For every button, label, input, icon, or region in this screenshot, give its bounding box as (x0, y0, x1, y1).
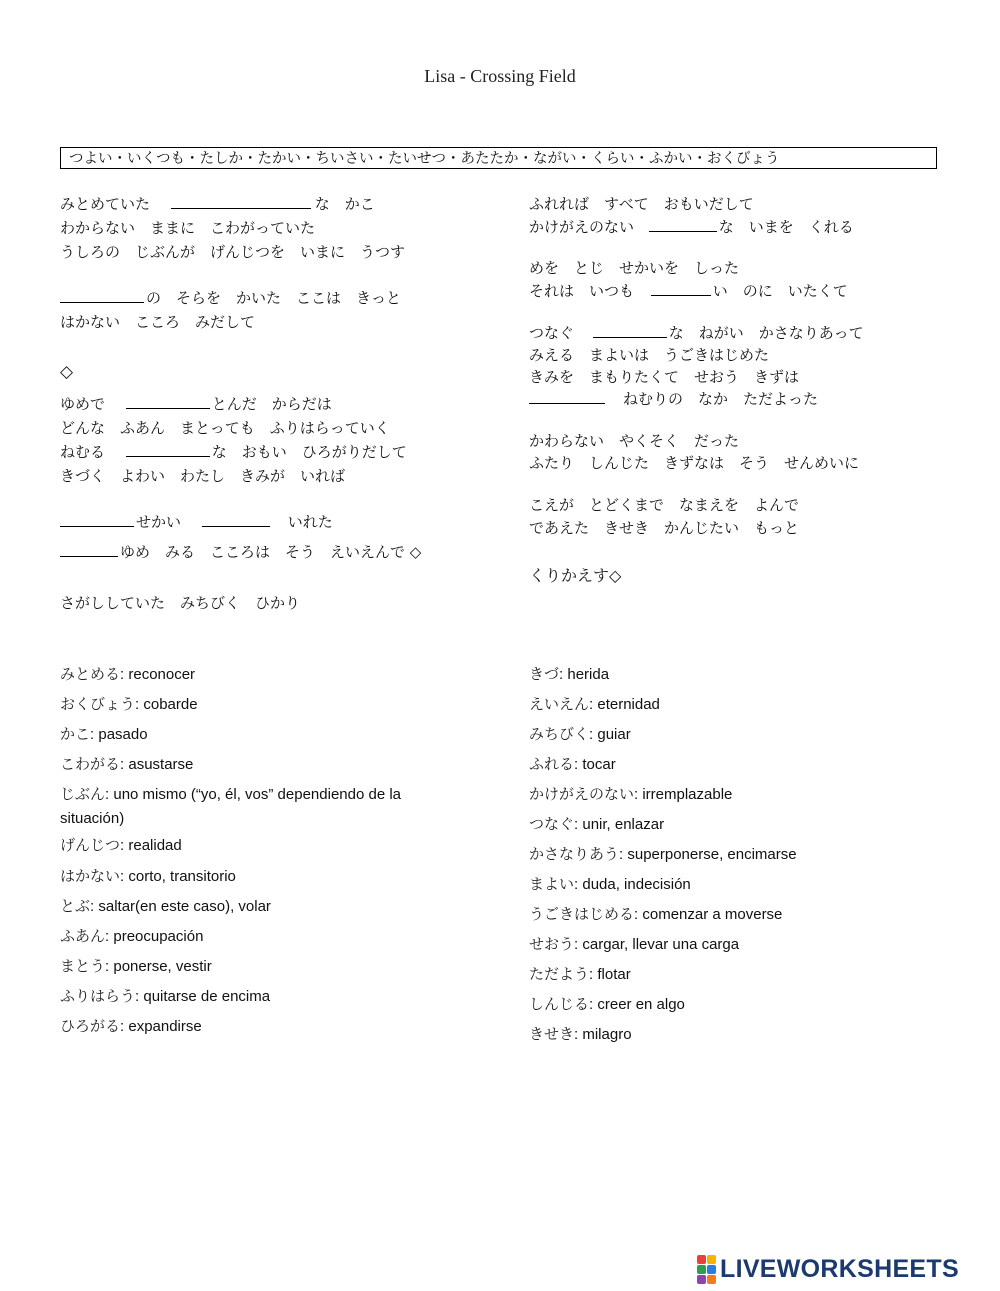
glossary-entry: まよい: duda, indecisión (529, 875, 691, 893)
lyric-line: つなぐ な ねがい かさなりあって (529, 324, 864, 342)
answer-blank[interactable] (126, 442, 210, 457)
glossary-entry: ひろがる: expandirse (60, 1017, 202, 1035)
answer-blank[interactable] (60, 542, 118, 557)
glossary-entry: ふあん: preocupación (60, 927, 204, 945)
lyric-line: みえる まよいは うごきはじめた (529, 346, 770, 364)
liveworksheets-logo[interactable] (697, 1254, 959, 1284)
glossary-entry: まとう: ponerse, vestir (60, 957, 212, 975)
glossary-entry: かこ: pasado (60, 725, 148, 743)
lyric-line: ねむる な おもい ひろがりだして (60, 443, 407, 461)
logo-text: LIVEWORKSHEETS (720, 1254, 959, 1283)
glossary-entry: きづ: herida (529, 665, 610, 683)
lyric-line: かけがえのない な いまを くれる (529, 218, 854, 236)
answer-blank[interactable] (651, 281, 711, 296)
glossary-entry: うごきはじめる: comenzar a moverse (529, 905, 783, 923)
glossary-entry: はかない: corto, transitorio (60, 867, 236, 885)
glossary-entry: おくびょう: cobarde (60, 695, 198, 713)
lyric-line: ねむりの なか ただよった (529, 389, 818, 409)
lyric-line: せかい いれた (60, 512, 333, 532)
answer-blank[interactable] (649, 217, 717, 232)
glossary-entry: げんじつ: realidad (60, 836, 182, 854)
glossary-entry: かけがえのない: irremplazable (529, 785, 733, 803)
lyric-line: ゆめ みる こころは そう えいえんで ◇ (60, 542, 421, 562)
answer-blank[interactable] (593, 323, 667, 338)
lyric-line: きみを まもりたくて せおう きずは (529, 368, 800, 386)
lyric-line: ゆめで とんだ からだは (60, 395, 332, 413)
glossary-entry: つなぐ: unir, enlazar (529, 815, 665, 833)
answer-blank[interactable] (171, 194, 311, 209)
answer-blank[interactable] (60, 512, 134, 527)
lyric-line: さがししていた みちびく ひかり (60, 594, 301, 612)
glossary-entry: せおう: cargar, llevar una carga (529, 935, 740, 953)
glossary-entry: ふれる: tocar (529, 755, 616, 773)
glossary-entry: こわがる: asustarse (60, 755, 194, 773)
worksheet-title: Lisa - Crossing Field (424, 66, 576, 86)
word-bank: つよい・いくつも・たしか・たかい・ちいさい・たいせつ・あたたか・ながい・くらい・ふかい・おくびょう (60, 147, 937, 169)
lyric-line: それは いつも い のに いたくて (529, 282, 848, 300)
lyric-line: うしろの じぶんが げんじつを いまに うつす (60, 243, 406, 261)
logo-mark-icon (697, 1255, 716, 1284)
lyric-line: きづく よわい わたし きみが いれば (60, 467, 346, 485)
glossary-entry-continuation: situación) (60, 810, 125, 827)
answer-blank[interactable] (60, 288, 144, 303)
lyric-line: であえた きせき かんじたい もっと (529, 519, 800, 537)
answer-blank[interactable] (202, 512, 270, 527)
glossary-entry: しんじる: creer en algo (529, 995, 685, 1013)
glossary-entry: ふりはらう: quitarse de encima (60, 987, 271, 1005)
lyric-line: こえが とどくまで なまえを よんで (529, 496, 800, 514)
glossary-entry: じぶん: uno mismo (“yo, él, vos” dependiendo de la (60, 785, 402, 803)
lyric-line: みとめていた な かこ (60, 195, 375, 213)
repeat-instruction: くりかえす◇ (529, 566, 622, 585)
lyric-line: どんな ふあん まとっても ふりはらっていく (60, 419, 390, 437)
glossary-entry: ただよう: flotar (529, 965, 631, 983)
glossary-entry: みとめる: reconocer (60, 665, 196, 683)
lyric-line: かわらない やくそく だった (529, 432, 740, 450)
glossary-entry: えいえん: eternidad (529, 695, 660, 713)
repeat-marker: ◇ (60, 362, 74, 382)
glossary-entry: かさなりあう: superponerse, encimarse (529, 845, 797, 863)
glossary-entry: とぶ: saltar(en este caso), volar (60, 897, 271, 915)
lyric-line: ふたり しんじた きずなは そう せんめいに (529, 454, 860, 472)
lyric-line: の そらを かいた ここは きっと (60, 288, 401, 308)
lyric-line: ふれれば すべて おもいだして (529, 195, 754, 213)
lyric-line: わからない ままに こわがっていた (60, 219, 316, 237)
glossary-entry: みちびく: guiar (529, 725, 631, 743)
answer-blank[interactable] (529, 389, 605, 404)
lyric-line: はかない こころ みだして (60, 313, 256, 331)
glossary-entry: きせき: milagro (529, 1025, 632, 1043)
lyric-line: めを とじ せかいを しった (529, 259, 740, 277)
answer-blank[interactable] (126, 394, 210, 409)
